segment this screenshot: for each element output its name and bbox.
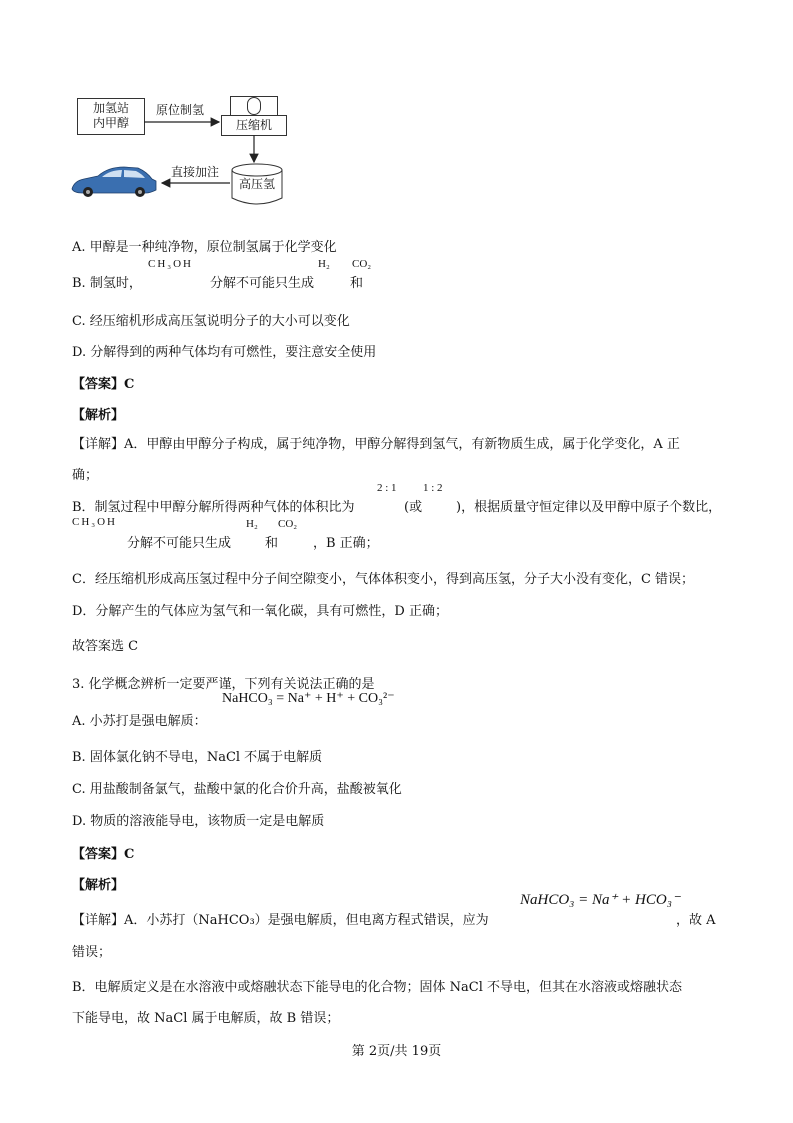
tank-label: 高压氢 (238, 177, 275, 191)
q2-detail-b-and: 和 (265, 536, 279, 551)
process-diagram (0, 0, 793, 215)
q2-detail-a-line1: 【详解】A．甲醇由甲醇分子构成，属于纯净物，甲醇分解得到氢气，有新物质生成，属于化学变化，A 正 (72, 437, 680, 452)
q2-option-d: D. 分解得到的两种气体均有可燃性，要注意安全使用 (72, 345, 377, 360)
q3-option-c: C. 用盐酸制备氯气，盐酸中氯的化合价升高，盐酸被氧化 (72, 782, 402, 797)
q2-option-b-and: 和 (350, 276, 364, 291)
q3-equation-a: NaHCO₃ = Na⁺ + H⁺ + CO₃²⁻ (222, 691, 395, 706)
q2-detail-b-or: (或 (404, 500, 423, 515)
q3-option-a: A. 小苏打是强电解质： (72, 714, 207, 729)
compressor-label: 压缩机 (235, 118, 272, 132)
q2-detail-b-line2: 分解不可能只生成 (127, 536, 232, 551)
q2-detail-d-line: D．分解产生的气体应为氢气和一氧化碳，具有可燃性，D 正确； (72, 604, 448, 619)
q2-option-c: C. 经压缩机形成高压氢说明分子的大小可以变化 (72, 314, 350, 329)
q3-detail-b-line2: 下能导电，故 NaCl 属于电解质，故 B 错误； (72, 1011, 340, 1026)
q2-answer: 【答案】C (72, 377, 135, 392)
q2-ratio-1: 2 : 1 (377, 482, 397, 494)
q2-detail-b-line1: B．制氢过程中甲醇分解所得两种气体的体积比为 (72, 500, 355, 515)
q3-detail-a-tail: ，故 A (676, 913, 716, 928)
q2-formula-ch3oh: CH₃OH (148, 258, 194, 270)
q2-detail-a-line2: 确； (72, 468, 99, 483)
car-icon (72, 167, 156, 197)
q2-ratio-2: 1 : 2 (423, 482, 443, 494)
q3-option-d: D. 物质的溶液能导电，该物质一定是电解质 (72, 814, 325, 829)
q2-formula-h2: H₂ (318, 258, 330, 270)
arrow2-label: 直接加注 (170, 165, 219, 179)
q2-detail-formula-co2: CO₂ (278, 518, 298, 530)
q3-detail-a-line2: 错误； (72, 945, 112, 960)
q2-detail-b-end: ，B 正确； (313, 536, 379, 551)
q2-option-b-prefix: B. 制氢时， (72, 276, 142, 291)
q2-detail-b-rest: )，根据质量守恒定律以及甲醇中原子个数比， (456, 500, 722, 515)
q2-conclusion: 故答案选 C (72, 639, 139, 654)
q2-option-b-mid: 分解不可能只生成 (210, 276, 315, 291)
page-footer: 第 2页/共 19页 (351, 1044, 442, 1059)
q3-analysis-heading: 【解析】 (72, 878, 125, 893)
q3-detail-b-line1: B．电解质定义是在水溶液中或熔融状态下能导电的化合物；固体 NaCl 不导电，但其在水溶液或熔融状态 (72, 980, 683, 995)
q3-stem: 3. 化学概念辨析一定要严谨，下列有关说法正确的是 (72, 677, 375, 692)
arrow1-label: 原位制氢 (155, 103, 204, 117)
q2-detail-c-line: C．经压缩机形成高压氢过程中分子间空隙变小，气体体积变小，得到高压氢，分子大小没有变化，C 错误； (72, 572, 695, 587)
q2-formula-co2: CO₂ (352, 258, 372, 270)
diagram-arrows-and-tank (0, 0, 793, 215)
q3-answer: 【答案】C (72, 847, 135, 862)
q3-detail-a-line1: 【详解】A．小苏打（NaHCO₃）是强电解质，但电离方程式错误，应为 (72, 913, 489, 928)
q3-correct-equation: NaHCO₃ = Na⁺ + HCO₃⁻ (520, 892, 680, 908)
station-label-line2: 内甲醇 (92, 116, 129, 130)
q3-option-b: B. 固体氯化钠不导电，NaCl 不属于电解质 (72, 750, 323, 765)
q2-analysis-heading: 【解析】 (72, 408, 125, 423)
q2-detail-formula-h2: H₂ (246, 518, 258, 530)
q2-option-a: A. 甲醇是一种纯净物，原位制氢属于化学变化 (72, 240, 337, 255)
q2-detail-formula-ch3oh: CH₃OH (72, 516, 118, 528)
station-label-line1: 加氢站 (92, 101, 129, 115)
